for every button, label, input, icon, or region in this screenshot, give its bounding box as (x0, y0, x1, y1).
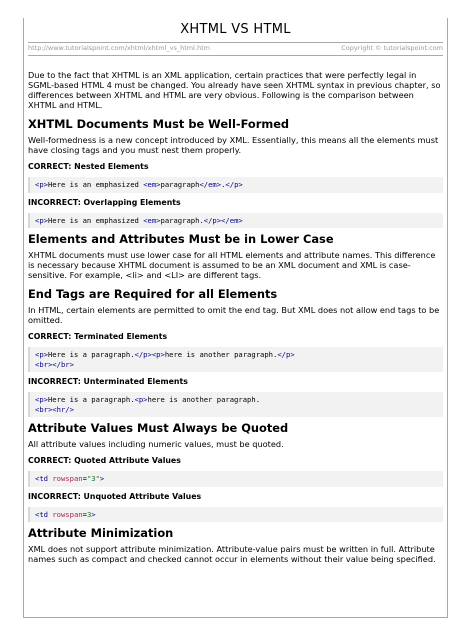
incorrect-overlapping-label: INCORRECT: Overlapping Elements (28, 197, 181, 207)
section-heading-well-formed: XHTML Documents Must be Well-Formed (28, 117, 290, 131)
section-heading-lower-case: Elements and Attributes Must be in Lower Case (28, 232, 334, 246)
code-block-terminated: <p>Here is a paragraph.</p><p>here is another paragraph.</p> <br></br> (28, 347, 443, 372)
minimization-paragraph: XML does not support attribute minimization. Attribute-value pairs must be written in full. Attribute names such as compact and checked cannot occur in elements without their value being specified. (28, 544, 436, 564)
code-block-overlapping: <p>Here is an emphasized <em>paragraph.</p></em> (28, 213, 443, 229)
lower-case-paragraph: XHTML documents must use lower case for all HTML elements and attribute names. This difference is necessary because XHTML document is assumed to be an XML document and XML is case-sensitive. For example, <li> and <LI> are different tags. (28, 250, 436, 280)
code-block-quoted: <td rowspan="3"> (28, 471, 443, 487)
section-heading-quoted: Attribute Values Must Always be Quoted (28, 421, 289, 435)
code-block-nested: <p>Here is an emphasized <em>paragraph</em>.</p> (28, 177, 443, 193)
header-divider (28, 42, 443, 43)
intro-paragraph: Due to the fact that XHTML is an XML application, certain practices that were perfectly legal in SGML-based HTML 4 must be changed. You already have seen XHTML syntax in previous chapter, so differences between XHTML and HTML are very obvious. Following is the comparison between XHTML and HTML. (28, 70, 441, 110)
code-block-unquoted: <td rowspan=3> (28, 507, 443, 523)
code-block-unterminated: <p>Here is a paragraph.<p>here is another paragraph. <br><hr/> (28, 392, 443, 417)
quoted-paragraph: All attribute values including numeric values, must be quoted. (28, 439, 284, 449)
end-tags-paragraph: In HTML, certain elements are permitted to omit the end tag. But XML does not allow end tags to be omitted. (28, 305, 440, 325)
incorrect-unterminated-label: INCORRECT: Unterminated Elements (28, 377, 188, 386)
section-heading-end-tags: End Tags are Required for all Elements (28, 287, 278, 301)
well-formed-paragraph: Well-formedness is a new concept introduced by XML. Essentially, this means all the elements must have closing tags and you must nest them properly. (28, 135, 439, 155)
meta-divider (28, 55, 443, 56)
section-heading-minimization: Attribute Minimization (28, 526, 174, 540)
incorrect-unquoted-label: INCORRECT: Unquoted Attribute Values (28, 491, 202, 501)
article-content (28, 70, 443, 571)
source-url[interactable]: http://www.tutorialspoint.com/xhtml/xhtml_vs_html.htm (28, 44, 210, 52)
header-meta (28, 44, 443, 54)
correct-nested-label: CORRECT: Nested Elements (28, 162, 149, 171)
page-title: XHTML VS HTML (180, 22, 291, 37)
correct-quoted-label: CORRECT: Quoted Attribute Values (28, 456, 181, 465)
correct-terminated-label: CORRECT: Terminated Elements (28, 332, 168, 341)
copyright-text: Copyright © tutorialspoint.com (341, 44, 443, 52)
